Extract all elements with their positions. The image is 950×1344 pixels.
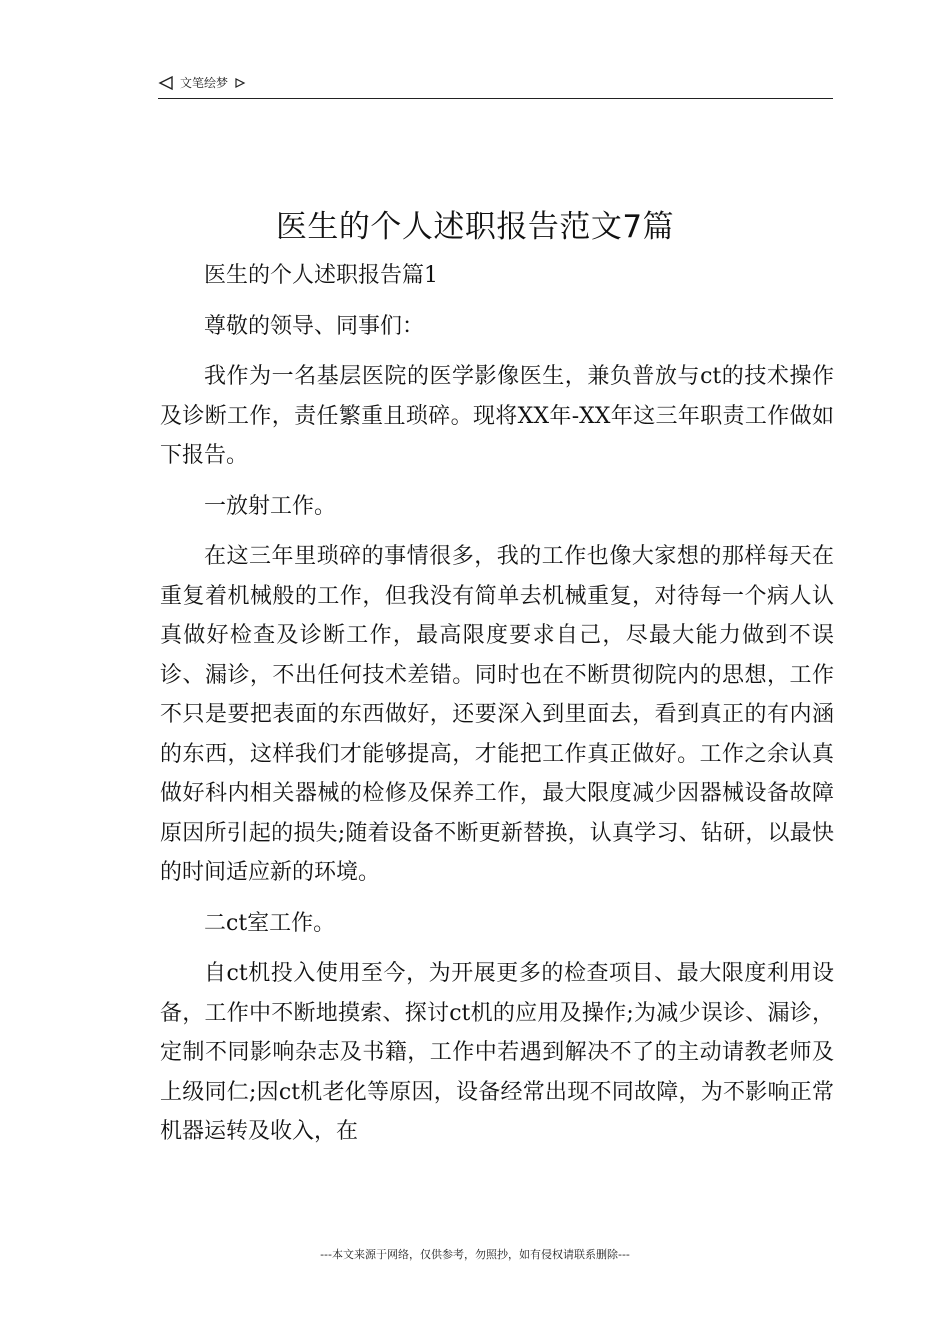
paragraph: 自ct机投入使用至今，为开展更多的检查项目、最大限度利用设备，工作中不断地摸索、探讨ct机的应用及操作;为减少误诊、漏诊，定制不同影响杂志及书籍，工作中若遇到解决不了的主动请教老师及上级同仁;因ct机老化等原因，设备经常出现不同故障，为不影响正常机器运转及收入，在 [160, 961, 834, 1144]
section-heading: 医生的个人述职报告篇1 [204, 263, 438, 288]
triangle-left-outline-icon [158, 75, 174, 91]
document-title: 医生的个人述职报告范文7篇 [275, 209, 675, 245]
salutation: 尊敬的领导、同事们： [204, 313, 425, 339]
page-header [158, 72, 833, 99]
paragraph: 在这三年里琐碎的事情很多，我的工作也像大家想的那样每天在重复着机械般的工作，但我没有简单去机械重复，对待每一个病人认真做好检查及诊断工作，最高限度要求自己，尽最大能力做到不误诊、漏诊，不出任何技术差错。同时也在不断贯彻院内的思想，工作不只是要把表面的东西做好，还要深入到里面去，看到真正的有内涵的东西，这样我们才能够提高，才能把工作真正做好。工作之余认真做好科内相关器械的检修及保养工作，最大限度减少因器械设备故障原因所引起的损失;随着设备不断更新替换，认真学习、钻研，以最快的时间适应新的环境。 [160, 544, 834, 885]
subsection-heading: 二ct室工作。 [204, 910, 336, 936]
triangle-right-outline-icon [234, 77, 246, 89]
brand-text: 文笔绘梦 [180, 76, 229, 90]
header-brand [158, 75, 246, 91]
page-footer: ---本文来源于网络，仅供参考，勿照抄，如有侵权请联系删除--- [320, 1248, 630, 1261]
paragraph: 我作为一名基层医院的医学影像医生，兼负普放与ct的技术操作及诊断工作，责任繁重且琐碎。现将XX年-XX年这三年职责工作做如下报告。 [160, 364, 834, 468]
document-body [160, 256, 834, 1163]
subsection-heading: 一放射工作。 [204, 493, 337, 519]
